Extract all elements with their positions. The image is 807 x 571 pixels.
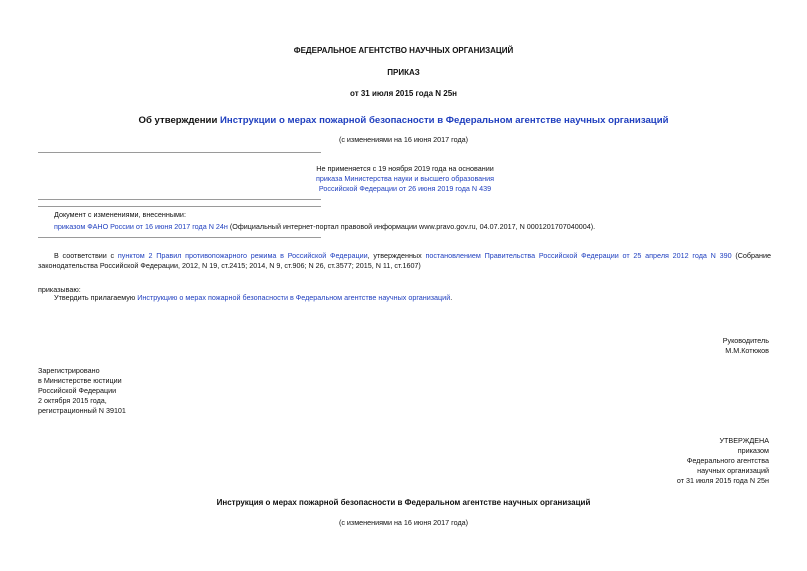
registration-line: Российской Федерации [38,386,117,395]
signatory-position: Руководитель [722,336,769,345]
instruction-changes-note: (с изменениями на 16 июня 2017 года) [338,518,469,527]
title-prefix: Об утверждении [138,115,221,126]
agency-name: ФЕДЕРАЛЬНОЕ АГЕНТСТВО НАУЧНЫХ ОРГАНИЗАЦИЙ [293,46,514,55]
order-text-end: . [450,293,453,302]
basis-text: В соответствии с [54,251,118,260]
fire-rules-link[interactable]: пунктом 2 Правил противопожарного режима в Российской Федерации [117,251,368,260]
registration-block [38,366,126,416]
document-type: ПРИКАЗ [387,68,420,77]
changes-note: (с изменениями на 16 июня 2017 года) [338,135,469,144]
validity-note [300,164,510,194]
validity-order-link[interactable]: приказа Министерства науки и высшего образования [315,174,495,183]
registration-line: в Министерстве юстиции [38,376,122,385]
registration-line: 2 октября 2015 года, [38,396,107,405]
validity-line: Не применяется с 19 ноября 2019 года на основании [316,164,494,173]
validity-order-link-2[interactable]: Российской Федерации от 26 июня 2019 года N 439 [318,184,492,193]
amendment-order-link[interactable]: приказом ФАНО России от 16 июня 2017 года N 24н [54,222,228,231]
approved-block [677,436,769,486]
approved-line: научных организаций [697,466,769,475]
approved-line: от 31 июля 2015 года N 25н [676,476,769,485]
divider [38,237,321,238]
signatory-name: М.М.Котюков [725,346,769,355]
registration-line: регистрационный N 39101 [38,406,126,415]
basis-text: , утвержденных [367,251,426,260]
title-instruction-link[interactable]: Инструкции о мерах пожарной безопасности в Федеральном агентстве научных организаций [220,115,669,126]
registration-line: Зарегистрировано [38,366,100,375]
divider [38,206,321,207]
amendments-text [54,222,774,232]
divider [38,199,321,200]
basis-paragraph [38,251,771,271]
document-date: от 31 июля 2015 года N 25н [350,89,457,98]
amendment-source: (Официальный интернет-портал правовой информации www.pravo.gov.ru, 04.07.2017, N 0001201707040004). [227,222,596,231]
approved-line: Федерального агентства [686,456,769,465]
document-title [0,115,807,127]
order-text [54,293,452,303]
amendments-label: Документ с изменениями, внесенными: [54,210,186,219]
order-label: приказываю: [38,285,81,294]
signature-block [723,336,769,356]
instruction-title: Инструкция о мерах пожарной безопасности в Федеральном агентстве научных организаций [216,498,591,507]
basis-text: (Собрание законодательства Российской Федерации, 2012, N 19, ст.2415; 2014, N 9, ст.906; N 26, ст.3577; 2015, N 11, ст.1607) [38,251,772,270]
divider [38,152,321,153]
order-text-start: Утвердить прилагаемую [54,293,138,302]
approved-line: УТВЕРЖДЕНА [719,436,769,445]
government-decree-link[interactable]: постановлением Правительства Российской Федерации от 25 апреля 2012 года N 390 [425,251,732,260]
instruction-link[interactable]: Инструкцию о мерах пожарной безопасности в Федеральном агентстве научных организаций [137,293,451,302]
approved-line: приказом [737,446,769,455]
